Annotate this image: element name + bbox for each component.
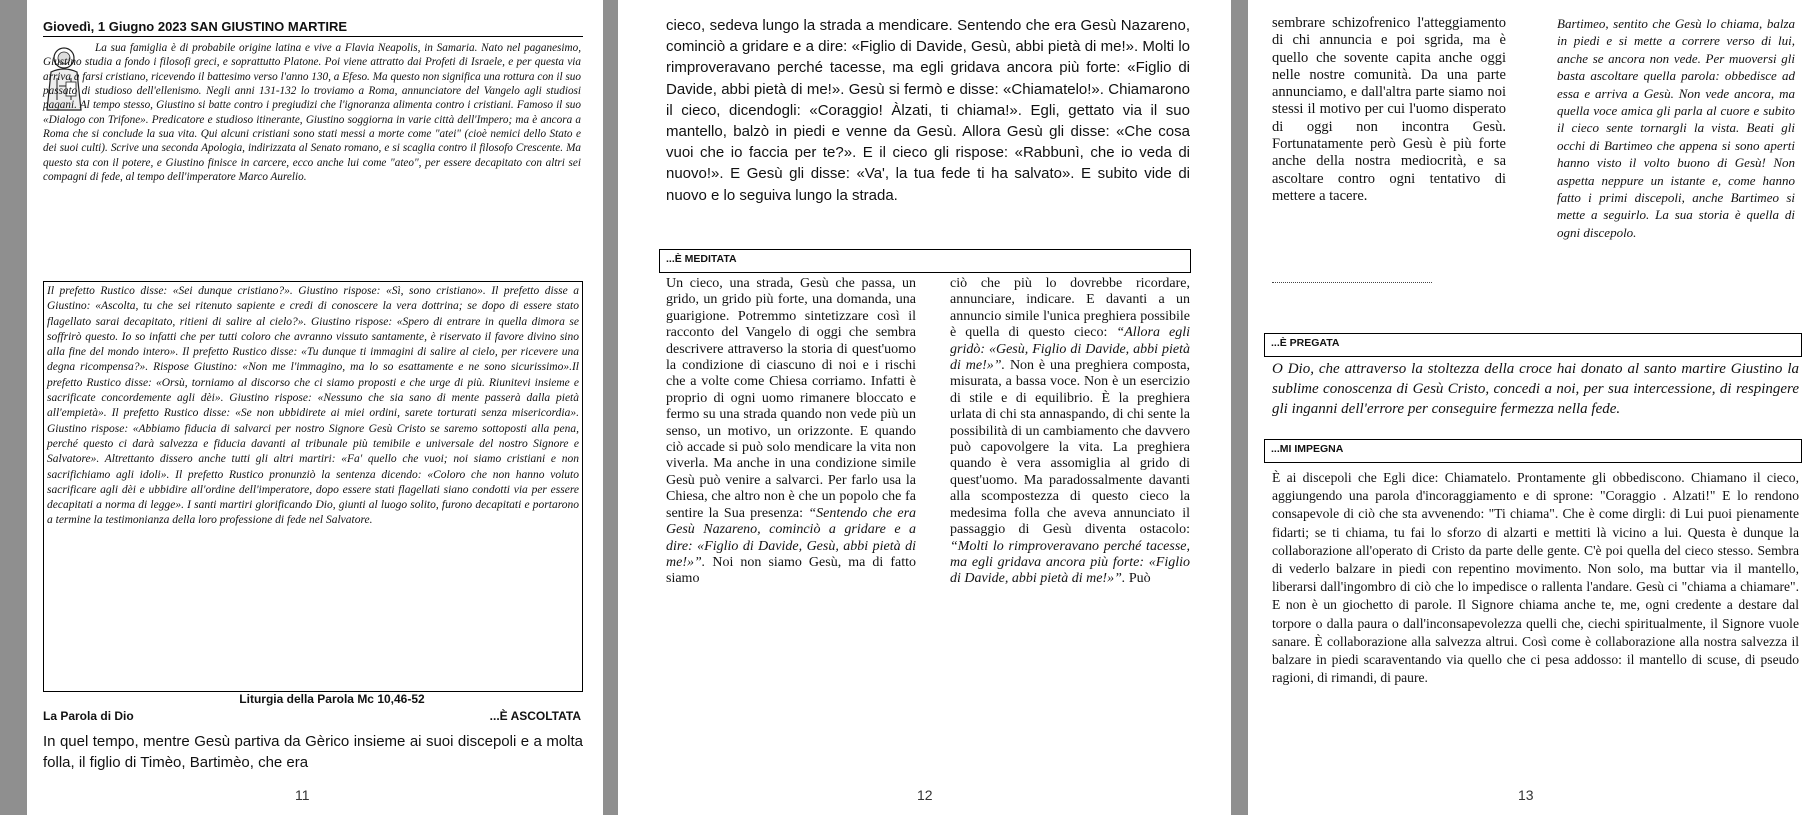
page-12 bbox=[618, 0, 1231, 815]
page-11 bbox=[27, 0, 603, 815]
martyrdom-text: Il prefetto Rustico disse: «Sei dunque cristiano?». Giustino rispose: «Sì, sono cristiano». Il prefetto disse a Giustino: «Ascolta, tu che sei ritenuto sapiente e credi di conoscere la vera dottrina; se dopo di essere stato flagellato sarai decapitato, ritieni di salire al cielo?». Giustino rispose: «Spero di entrare in quella dimora se soffrirò questo. Io so infatti che per tutti coloro che avranno vissuto santamente, è riservato il favore divino sino alla fine del mondo intero». Il prefetto Rustico disse: «Tu dunque ti immagini di salire al cielo, per ricevere una degna ricompensa?». Rispose Giustino: «Non me l'immagino, ma lo so esattamente e ne sono sicurissimo».Il prefetto Rustico disse: «Orsù, torniamo al discorso che ci siamo proposti e che urge di più. Riunitevi insieme e sacrificate concordemente agli dèi». Giustino rispose: «Nessuno che sia sano di mente passerà dalla pietà all'empietà». Il prefetto Rustico disse: «Se non ubbidirete ai miei ordini, sarete torturati senza misericordia». Giustino rispose: «Abbiamo fiducia di salvarci per nostro Signore Gesù Cristo se saremo sottoposti alla pena, perché questo ci darà salvezza e fiducia davanti al tribunale più temibile e universale del nostro Signore e Salvatore». Altrettanto dissero anche tutti gli altri martiri: «Fa' quello che vuoi; noi siamo cristiani e non sacrifichiamo agli idoli». Il prefetto Rustico pronunziò la sentenza dicendo: «Coloro che non hanno voluto sacrificare agli dèi e ubbidire all'ordine dell'imperatore, dopo essere stati flagellati siano condotti via per essere decapitati a norma di legge». I santi martiri glorificando Dio, giunti al luogo solito, furono decapitati e portarono a termine la testimonianza della loro professione di fede nel Salvatore. bbox=[47, 285, 579, 527]
meditated-heading: ...È MEDITATA bbox=[659, 249, 1191, 273]
meditation-col2-text2: Non è una preghiera composta, misurata, a bassa voce. Non è un esercizio di stile e di equilibrio. È la preghiera urlata di chi sta annaspando, di chi sente la possibilità di un cambiamento che davvero può capovolgere la vita. La preghiera quando è vera assomiglia al grido di quest'uomo. Ma paradossalmente davanti alla scompostezza di questo cieco la medesima folla che aveva annunciato il passaggio di Gesù diventa ostacolo: bbox=[950, 358, 1190, 538]
day-header: Giovedì, 1 Giugno 2023 SAN GIUSTINO MARTIRE bbox=[43, 19, 348, 34]
meditation-col2-text: ciò che più lo dovrebbe ricordare, annunciare, indicare. E davanti a un annuncio simile l'unica preghiera possibile è quella di questo cieco: bbox=[950, 276, 1190, 341]
meditation-col2 bbox=[950, 276, 1190, 588]
meditation-col1-quote: “Sentendo che era Gesù Nazareno, cominciò a gridare e a dire: «Figlio di Davide, Gesù, abbi pietà di me!»”. bbox=[666, 505, 917, 570]
liturgy-title: Liturgia della Parola Mc 10,46-52 bbox=[239, 692, 425, 706]
page-number-13: 13 bbox=[1518, 787, 1534, 803]
commitment-heading: ...MI IMPEGNA bbox=[1264, 439, 1802, 463]
meditation-col1 bbox=[666, 276, 916, 588]
meditation-col1-text: Un cieco, una strada, Gesù che passa, un grido, un grido più forte, una domanda, una guarigione. Potremmo sintetizzare così il racconto del Vangelo di oggi che sembra descrivere attraverso la storia di quest'uomo la condizione di ciascuno di noi e i rischi che a volte come Chiesa corriamo. Infatti è proprio di ogni uomo rimanere bloccato e fermo su una strada quando non vede più un senso, un motivo, un orizzonte. E quando ciò accade si può solo mendicare la vita non viverla. Ma anche in una condizione simile Gesù può venire a salvarci. Per farlo usa la Chiesa, che altro non è che un popolo che fa sentire la Sua presenza: bbox=[666, 276, 916, 521]
gospel-start: In quel tempo, mentre Gesù partiva da Gèrico insieme ai suoi discepoli e a molta folla, il figlio di Timèo, Bartimèo, che era bbox=[43, 733, 583, 771]
meditation-col2-text3: Può bbox=[1128, 571, 1151, 587]
section-listened: ...È ASCOLTATA bbox=[489, 709, 581, 723]
page-number-11: 11 bbox=[295, 787, 310, 803]
header-rule bbox=[43, 36, 583, 37]
meditation-col2-quote: “Allora egli gridò: «Gesù, Figlio di Davide, abbi pietà di me!»”. bbox=[950, 325, 1191, 374]
prayer-text: O Dio, che attraverso la stoltezza della croce hai donato al santo martire Giustino la sublime conoscenza di Gesù Cristo, concedi a noi, per sua intercessione, di respingere gli inganni dell'errore per conseguire fermezza nella fede. bbox=[1272, 361, 1799, 417]
saint-biography: La sua famiglia è di probabile origine latina e vive a Flavia Neapolis, in Samaria. Nato nel paganesimo, Giustino studia a fondo i filosofi greci, e soprattutto Platone. Poi viene attratto dai Profeti di Israele, e per questa via arriva a farsi cristiano, ricevendo il battesimo verso l'anno 130, a Efeso. Ma questo non significa una rottura con il suo passato di studioso dell'ellenismo. Negli anni 131-132 lo troviamo a Roma, annunciatore del Vangelo agli studiosi pagani. Al tempo stesso, Giustino si batte contro i pregiudizi che l'ignoranza alimenta contro i cristiani. Famoso il suo «Dialogo con Trifone». Predicatore e studioso itinerante, Giustino soggiorna in varie città dell'Impero; ma è ancora a Roma che si conclude la sua vita. Qui alcuni cristiani sono stati messi a morte come "atei" (cioè nemici dello Stato e dei suoi culti). Scrive una seconda Apologia, indirizzata al Senato romano, e si scaglia contro il filosofo Crescente. Ma questo sta con il potere, e Giustino finisce in carcere, ecco anche lui come "ateo", per essere decapitato con altri sei compagni di fede, al tempo dell'imperatore Marco Aurelio. bbox=[43, 42, 581, 184]
commitment-text: È ai discepoli che Egli dice: Chiamatelo. Prontamente gli obbediscono. Chiamano il cieco, aggiungendo una parola d'incoraggiamento e di sprone: "Coraggio . Alzati!" E lo rendono consapevole di ciò che sta avvenendo: "Ti chiama". Che è come dirgli: di Lui puoi pienamente fidarti; se ti chiama, tu fai lo sforzo di alzarti e mettiti là vicino a lui. Questa è dunque la collaborazione all'operato di Cristo da parte delle gente. C'è poi quella del cieco stesso. Sembra di vederlo balzare in piedi con repentino movimento. Non solo, ma buttar via il mantello, liberarsi dall'ingombro di ciò che lo impedisce o rallenta l'andare. Gesù ci "chiama a chiamare". E non è un giochetto di parole. Il Signore chiama anche te, me, ogni credente a destare dal torpore o dalla paura o dall'inconsapevolezza quelli che, ciechi spiritualmente, il Signore vuole sanare. È collaborazione alla salvezza altrui. Così come è collaborazione alla nostra salvezza il balzare in piedi scaraventando via quello che ci pesa addosso: il mantello di scuse, di pseudo ragioni, di rimandi, di paure. bbox=[1272, 470, 1799, 686]
reflection-divider bbox=[1272, 282, 1432, 283]
page-13 bbox=[1248, 0, 1813, 815]
meditation-col2-quote2: “Molti lo rimproveravano perché tacesse, ma egli gridava ancora più forte: «Figlio di Davide, abbi pietà di me!»”. bbox=[950, 538, 1190, 587]
reflection-col1: sembrare schizofrenico l'atteggiamento di chi annuncia e poi sgrida, ma è quello che sovente capita anche oggi nelle nostre comunità. Da una parte annunciamo, e dall'altra parte siamo noi stessi il motivo per cui l'uomo disperato di oggi non incontra Gesù. Fortunatamente però Gesù è più forte anche della nostra mediocrità, e sa ascoltare contro ogni tentativo di mettere a tacere. bbox=[1272, 15, 1506, 204]
prayed-heading: ...È PREGATA bbox=[1264, 333, 1802, 357]
gospel-continuation: cieco, sedeva lungo la strada a mendicare. Sentendo che era Gesù Nazareno, cominciò a gridare e a dire: «Figlio di Davide, Gesù, abbi pietà di me!». Molti lo rimproveravano perché tacesse, ma egli gridava ancora più forte: «Figlio di Davide, abbi pietà di me!». Gesù si fermò e disse: «Chiamatelo!». Chiamarono il cieco, dicendogli: «Coraggio! Àlzati, ti chiama!». Egli, gettato via il suo mantello, balzò in piedi e venne da Gesù. Allora Gesù gli disse: «Che cosa vuoi che io faccia per te?». E il cieco gli rispose: «Rabbunì, che io veda di nuovo!». E Gesù gli disse: «Va', la tua fede ti ha salvato». E subito vide di nuovo e lo seguiva lungo la strada. bbox=[666, 17, 1190, 204]
section-word-of-god: La Parola di Dio bbox=[43, 709, 134, 723]
meditation-col1-text2: Noi non siamo Gesù, ma di fatto siamo bbox=[666, 554, 917, 587]
page-number-12: 12 bbox=[917, 787, 933, 803]
reflection-col2: Bartimeo, sentito che Gesù lo chiama, balza in piedi e si mette a correre verso di lui, anche se ancora non vede. Per muoversi gli basta ascoltare quella parola: obbedisce ad essa e arriva a Gesù. Non vede ancora, ma quella voce amica gli parla al cuore e subito il cieco sente tornargli la vista. Beati gli occhi di Bartimeo che appena si sono aperti hanno visto il volto buono di Gesù! Non aspetta neppure un istante e, come hanno fatto i primi discepoli, anche Bartimeo si mette a seguirlo. La sua storia è quella di ogni discepolo. bbox=[1557, 16, 1795, 240]
